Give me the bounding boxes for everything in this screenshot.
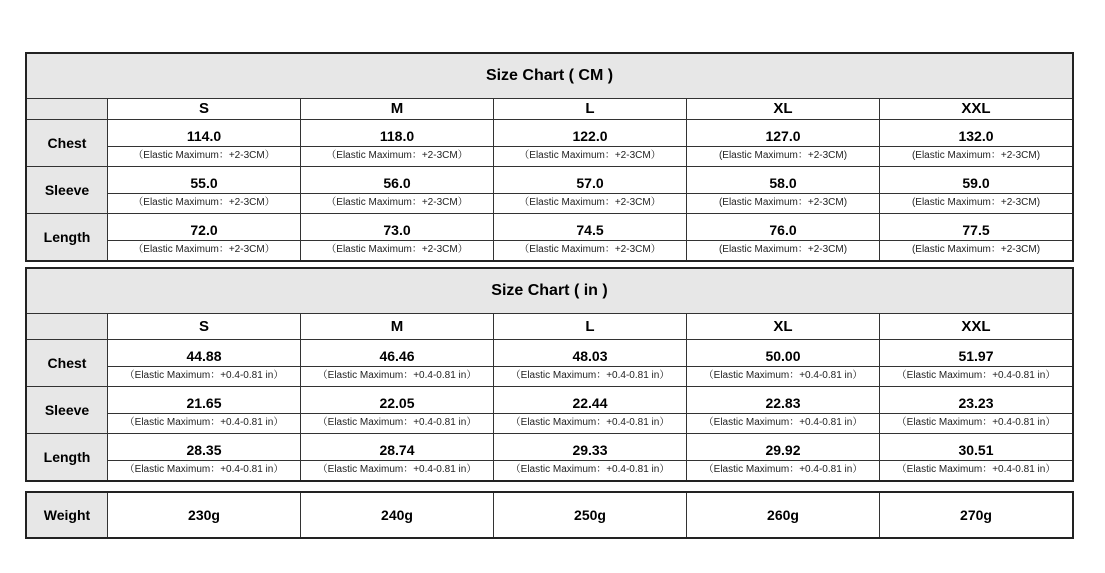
size-s-header: S [108,99,301,119]
table-cell [301,167,494,213]
table-cell [108,167,301,213]
table-cell [108,387,301,433]
size-chart-in [25,267,1074,482]
cell-value: 57.0 [494,167,686,194]
table-cell [880,214,1072,260]
cell-note: （Elastic Maximum：+0.4-0.81 in） [124,370,284,381]
cell-note: （Elastic Maximum：+0.4-0.81 in） [317,417,477,428]
cell-note: (Elastic Maximum：+2-3CM) [911,150,1041,161]
weight-value: 260g [687,493,880,537]
cell-note: （Elastic Maximum：+0.4-0.81 in） [896,417,1056,428]
table-cell [108,214,301,260]
cell-value: 22.05 [301,387,493,414]
table-cell [687,120,880,166]
cell-note: (Elastic Maximum：+2-3CM) [718,244,848,255]
cell-note: （Elastic Maximum：+2-3CM） [519,197,661,208]
cell-note: （Elastic Maximum：+0.4-0.81 in） [896,370,1056,381]
size-xl-header: XL [687,314,880,339]
cell-note: （Elastic Maximum：+0.4-0.81 in） [510,417,670,428]
table-cell [108,434,301,480]
cell-value: 56.0 [301,167,493,194]
table-cell [301,434,494,480]
cell-note: （Elastic Maximum：+0.4-0.81 in） [510,370,670,381]
table-cell [687,434,880,480]
size-l-header: L [494,99,687,119]
cell-value: 30.51 [880,434,1072,461]
cell-note: （Elastic Maximum：+0.4-0.81 in） [703,417,863,428]
cell-value: 51.97 [880,340,1072,367]
cell-note: （Elastic Maximum：+2-3CM） [519,150,661,161]
cell-value: 59.0 [880,167,1072,194]
table-cell [108,120,301,166]
table-cell [494,120,687,166]
row-label: Sleeve [27,387,108,433]
cell-value: 72.0 [108,214,300,241]
cell-note: （Elastic Maximum：+0.4-0.81 in） [317,464,477,475]
table-cell [494,434,687,480]
table-cell [880,340,1072,386]
cell-note: （Elastic Maximum：+0.4-0.81 in） [317,370,477,381]
cell-value: 29.92 [687,434,879,461]
cell-value: 74.5 [494,214,686,241]
size-chart-cm [25,52,1074,262]
table-row [27,120,1072,167]
cell-value: 44.88 [108,340,300,367]
cell-value: 46.46 [301,340,493,367]
cell-value: 28.74 [301,434,493,461]
size-l-header: L [494,314,687,339]
table-row [27,214,1072,260]
header-corner [27,314,108,339]
weight-value: 230g [108,493,301,537]
cell-value: 73.0 [301,214,493,241]
cell-value: 48.03 [494,340,686,367]
cell-note: （Elastic Maximum：+2-3CM） [326,150,468,161]
row-label: Sleeve [27,167,108,213]
weight-value: 250g [494,493,687,537]
header-corner [27,99,108,119]
weight-label: Weight [27,493,108,537]
cell-note: (Elastic Maximum：+2-3CM) [911,197,1041,208]
cell-note: (Elastic Maximum：+2-3CM) [911,244,1041,255]
cell-value: 22.83 [687,387,879,414]
cell-note: (Elastic Maximum：+2-3CM) [718,150,848,161]
table-row [27,434,1072,480]
table-cell [880,167,1072,213]
table-cell [301,340,494,386]
row-label: Length [27,214,108,260]
weight-table [25,491,1074,539]
cell-value: 58.0 [687,167,879,194]
cell-note: （Elastic Maximum：+2-3CM） [326,244,468,255]
cell-note: （Elastic Maximum：+0.4-0.81 in） [124,464,284,475]
cell-note: （Elastic Maximum：+2-3CM） [326,197,468,208]
chart-title: Size Chart ( CM ) [27,54,1072,99]
cell-note: （Elastic Maximum：+2-3CM） [519,244,661,255]
cell-value: 118.0 [301,120,493,147]
table-cell [687,387,880,433]
row-label: Chest [27,120,108,166]
size-xxl-header: XXL [961,100,991,117]
cell-note: （Elastic Maximum：+2-3CM） [133,244,275,255]
cell-note: （Elastic Maximum：+0.4-0.81 in） [896,464,1056,475]
cell-value: 23.23 [880,387,1072,414]
size-m-header: M [301,99,494,119]
cell-value: 114.0 [108,120,300,147]
size-m-header: M [301,314,494,339]
cell-value: 132.0 [880,120,1072,147]
table-cell [301,214,494,260]
row-label: Length [27,434,108,480]
table-cell [880,120,1072,166]
cell-note: （Elastic Maximum：+0.4-0.81 in） [124,417,284,428]
table-cell [301,387,494,433]
weight-value: 270g [960,507,992,523]
table-cell [880,387,1072,433]
table-cell [687,214,880,260]
row-label: Chest [27,340,108,386]
cell-value: 21.65 [108,387,300,414]
size-s-header: S [108,314,301,339]
table-cell [301,120,494,166]
size-xxl-header: XXL [961,318,991,335]
chart-title: Size Chart ( in ) [27,269,1072,314]
cell-note: （Elastic Maximum：+0.4-0.81 in） [703,464,863,475]
table-row [27,387,1072,434]
table-cell [494,387,687,433]
size-header-row [27,314,1072,340]
cell-note: (Elastic Maximum：+2-3CM) [718,197,848,208]
size-header-row [27,99,1072,120]
table-cell [494,167,687,213]
cell-value: 127.0 [687,120,879,147]
table-cell [494,340,687,386]
cell-note: （Elastic Maximum：+2-3CM） [133,150,275,161]
cell-note: （Elastic Maximum：+0.4-0.81 in） [703,370,863,381]
cell-value: 76.0 [687,214,879,241]
table-row [27,167,1072,214]
weight-value: 240g [301,493,494,537]
table-cell [687,167,880,213]
table-cell [108,340,301,386]
table-cell [494,214,687,260]
cell-value: 22.44 [494,387,686,414]
cell-value: 122.0 [494,120,686,147]
table-cell [687,340,880,386]
cell-value: 77.5 [880,214,1072,241]
table-row [27,340,1072,387]
size-xl-header: XL [687,99,880,119]
cell-note: （Elastic Maximum：+0.4-0.81 in） [510,464,670,475]
cell-value: 28.35 [108,434,300,461]
cell-value: 55.0 [108,167,300,194]
cell-value: 50.00 [687,340,879,367]
cell-note: （Elastic Maximum：+2-3CM） [133,197,275,208]
table-cell [880,434,1072,480]
cell-value: 29.33 [494,434,686,461]
